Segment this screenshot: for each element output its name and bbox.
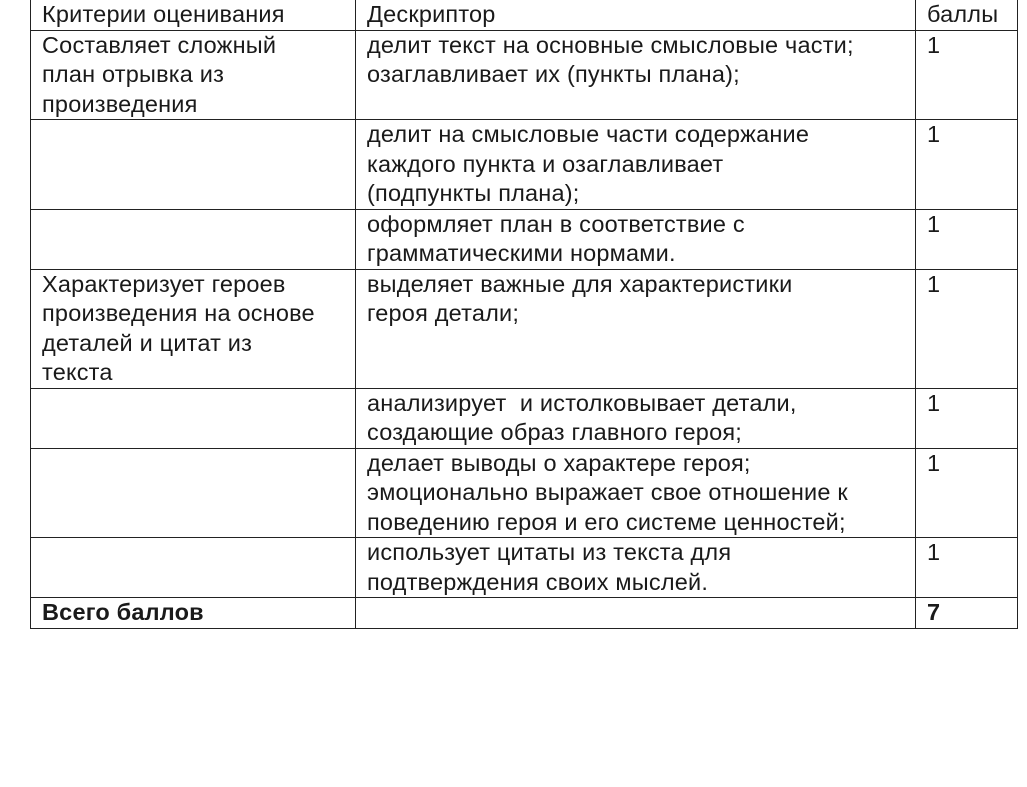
criterion-cell: Составляет сложный план отрывка из произведения — [31, 30, 356, 120]
criterion-cell — [31, 538, 356, 598]
table-row — [31, 538, 1018, 598]
total-row — [31, 598, 1018, 629]
header-criteria: Критерии оценивания — [31, 0, 356, 30]
total-label: Всего баллов — [31, 598, 356, 629]
table-header-row — [31, 0, 1018, 30]
criterion-cell — [31, 209, 356, 269]
score-cell: 1 — [916, 388, 1018, 448]
descriptor-cell: делит на смысловые части содержание каждого пункта и озаглавливает (подпункты плана); — [356, 120, 916, 210]
descriptor-cell: использует цитаты из текста для подтверждения своих мыслей. — [356, 538, 916, 598]
score-cell: 1 — [916, 538, 1018, 598]
criterion-cell — [31, 120, 356, 210]
table-row — [31, 388, 1018, 448]
score-cell: 1 — [916, 120, 1018, 210]
assessment-criteria-table — [30, 0, 1018, 629]
total-score: 7 — [916, 598, 1018, 629]
header-score: баллы — [916, 0, 1018, 30]
table-row — [31, 269, 1018, 388]
criterion-cell: Характеризует героев произведения на основе деталей и цитат из текста — [31, 269, 356, 388]
header-descriptor: Дескриптор — [356, 0, 916, 30]
table-row — [31, 120, 1018, 210]
table-row — [31, 30, 1018, 120]
assessment-table-wrapper — [30, 0, 1017, 629]
score-cell: 1 — [916, 448, 1018, 538]
score-cell: 1 — [916, 269, 1018, 388]
descriptor-cell: делает выводы о характере героя; эмоционально выражает свое отношение к поведению героя и его системе ценностей; — [356, 448, 916, 538]
criterion-cell — [31, 388, 356, 448]
total-descriptor-cell — [356, 598, 916, 629]
descriptor-cell: анализирует и истолковывает детали, создающие образ главного героя; — [356, 388, 916, 448]
table-row — [31, 448, 1018, 538]
criterion-cell — [31, 448, 356, 538]
score-cell: 1 — [916, 30, 1018, 120]
descriptor-cell: оформляет план в соответствие с грамматическими нормами. — [356, 209, 916, 269]
descriptor-cell: делит текст на основные смысловые части; озаглавливает их (пункты плана); — [356, 30, 916, 120]
table-row — [31, 209, 1018, 269]
score-cell: 1 — [916, 209, 1018, 269]
descriptor-cell: выделяет важные для характеристики героя детали; — [356, 269, 916, 388]
